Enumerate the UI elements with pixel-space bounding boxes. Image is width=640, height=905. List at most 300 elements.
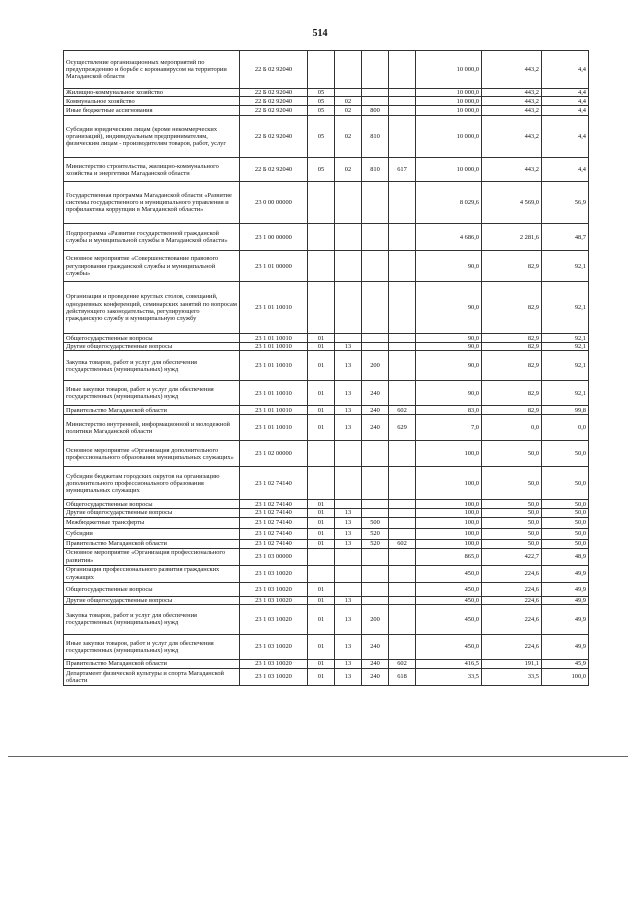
row-name: Правительство Магаданской области: [64, 406, 240, 415]
table-row: [64, 582, 589, 596]
row-expense-type: [362, 441, 389, 467]
row-administrator: [389, 441, 416, 467]
row-administrator: [389, 582, 416, 596]
row-expense-type: [362, 282, 389, 334]
table-row: [64, 106, 589, 116]
row-subsection: 13: [335, 343, 362, 351]
row-target-article: 23 1 02 74140: [240, 509, 308, 517]
row-name: Другие общегосударственные вопросы: [64, 596, 240, 604]
table-row: [64, 158, 589, 182]
row-section: 01: [308, 659, 335, 668]
row-executed: 82,9: [482, 343, 542, 351]
row-executed: 50,0: [482, 500, 542, 509]
row-section: 01: [308, 596, 335, 604]
row-executed: 224,6: [482, 596, 542, 604]
table-row: [64, 224, 589, 251]
row-percent: 49,9: [542, 596, 589, 604]
row-name: Организация и проведение круглых столов, совещаний, однодневных конференций, семинарских занятий по вопросам действующего законодательства, регулирующего гражданскую службу и муниципальную службу: [64, 282, 240, 334]
table-row: [64, 467, 589, 500]
table-row: [64, 251, 589, 282]
row-expense-type: 810: [362, 158, 389, 182]
row-subsection: 13: [335, 668, 362, 685]
row-name: Иные закупки товаров, работ и услуг для обеспечения государственных (муниципальных) нужд: [64, 634, 240, 659]
row-subsection: [335, 89, 362, 97]
row-name: Закупка товаров, работ и услуг для обеспечения государственных (муниципальных) нужд: [64, 351, 240, 381]
row-section: [308, 224, 335, 251]
row-name: Организация профессионального развития гражданских служащих: [64, 565, 240, 582]
row-expense-type: [362, 97, 389, 106]
row-plan: 450,0: [416, 582, 482, 596]
row-target-article: 23 1 03 10020: [240, 596, 308, 604]
row-plan: 100,0: [416, 441, 482, 467]
row-executed: 50,0: [482, 528, 542, 539]
row-expense-type: [362, 548, 389, 565]
row-expense-type: 200: [362, 604, 389, 634]
row-percent: 49,9: [542, 565, 589, 582]
row-administrator: [389, 351, 416, 381]
table-row: [64, 634, 589, 659]
table-row: [64, 89, 589, 97]
row-subsection: [335, 500, 362, 509]
row-executed: 33,5: [482, 668, 542, 685]
row-administrator: [389, 224, 416, 251]
row-name: Жилищно-коммунальное хозяйство: [64, 89, 240, 97]
table-row: [64, 51, 589, 89]
row-subsection: 13: [335, 381, 362, 406]
table-row: [64, 351, 589, 381]
row-percent: 50,0: [542, 441, 589, 467]
row-plan: 90,0: [416, 251, 482, 282]
row-name: Субсидии: [64, 528, 240, 539]
row-percent: 100,0: [542, 668, 589, 685]
row-administrator: [389, 51, 416, 89]
row-subsection: 13: [335, 415, 362, 441]
table-row: [64, 500, 589, 509]
row-subsection: 13: [335, 509, 362, 517]
row-executed: 224,6: [482, 565, 542, 582]
row-percent: 50,0: [542, 467, 589, 500]
row-expense-type: 240: [362, 634, 389, 659]
row-subsection: [335, 548, 362, 565]
row-administrator: [389, 343, 416, 351]
row-administrator: [389, 89, 416, 97]
row-expense-type: [362, 582, 389, 596]
row-administrator: 617: [389, 158, 416, 182]
row-plan: 100,0: [416, 539, 482, 548]
row-executed: 443,2: [482, 158, 542, 182]
row-expense-type: [362, 565, 389, 582]
row-administrator: [389, 106, 416, 116]
row-percent: 50,0: [542, 517, 589, 528]
row-expense-type: [362, 334, 389, 343]
row-name: Департамент физической культуры и спорта Магаданской области: [64, 668, 240, 685]
table-row: [64, 659, 589, 668]
row-plan: 10 000,0: [416, 158, 482, 182]
row-name: Основное мероприятие «Организация дополнительного профессионального образования муниципальных служащих»: [64, 441, 240, 467]
row-plan: 100,0: [416, 467, 482, 500]
row-administrator: [389, 634, 416, 659]
row-plan: 90,0: [416, 351, 482, 381]
table-row: [64, 509, 589, 517]
row-plan: 83,0: [416, 406, 482, 415]
row-name: Другие общегосударственные вопросы: [64, 343, 240, 351]
row-subsection: 13: [335, 528, 362, 539]
table-row: [64, 116, 589, 158]
row-subsection: [335, 182, 362, 224]
row-target-article: 23 1 02 00000: [240, 441, 308, 467]
row-target-article: 23 1 01 00000: [240, 251, 308, 282]
row-plan: 90,0: [416, 334, 482, 343]
row-plan: 450,0: [416, 604, 482, 634]
row-section: 05: [308, 116, 335, 158]
row-target-article: 23 1 03 00000: [240, 548, 308, 565]
row-administrator: [389, 596, 416, 604]
row-administrator: [389, 182, 416, 224]
row-percent: 0,0: [542, 415, 589, 441]
row-administrator: [389, 282, 416, 334]
table-row: [64, 97, 589, 106]
row-expense-type: 800: [362, 106, 389, 116]
row-subsection: 13: [335, 659, 362, 668]
row-target-article: 23 1 01 10010: [240, 406, 308, 415]
row-name: Основное мероприятие «Совершенствование правового регулирования гражданской службы и муниципальной службы»: [64, 251, 240, 282]
row-expense-type: 200: [362, 351, 389, 381]
row-section: [308, 548, 335, 565]
row-subsection: [335, 582, 362, 596]
row-administrator: [389, 251, 416, 282]
row-name: Субсидии юридическим лицам (кроме некоммерческих организаций), индивидуальным предпринимателям, физическим лицам - производителям товаров, работ, услуг: [64, 116, 240, 158]
row-section: 01: [308, 634, 335, 659]
row-section: 01: [308, 334, 335, 343]
row-subsection: [335, 334, 362, 343]
row-subsection: 13: [335, 351, 362, 381]
row-section: 01: [308, 539, 335, 548]
row-expense-type: [362, 596, 389, 604]
row-executed: 82,9: [482, 251, 542, 282]
row-section: 05: [308, 158, 335, 182]
row-section: [308, 565, 335, 582]
row-section: 01: [308, 415, 335, 441]
row-section: 01: [308, 406, 335, 415]
row-target-article: 23 1 02 74140: [240, 467, 308, 500]
row-subsection: 13: [335, 604, 362, 634]
row-expense-type: 240: [362, 381, 389, 406]
row-name: Правительство Магаданской области: [64, 659, 240, 668]
row-plan: 90,0: [416, 282, 482, 334]
row-subsection: 13: [335, 596, 362, 604]
footer-rule: [8, 756, 628, 757]
row-name: Правительство Магаданской области: [64, 539, 240, 548]
row-percent: 92,1: [542, 381, 589, 406]
row-expense-type: [362, 51, 389, 89]
row-executed: 4 569,0: [482, 182, 542, 224]
row-plan: 450,0: [416, 596, 482, 604]
row-section: [308, 282, 335, 334]
row-name: Закупка товаров, работ и услуг для обеспечения государственных (муниципальных) нужд: [64, 604, 240, 634]
row-percent: 92,1: [542, 282, 589, 334]
row-target-article: 23 1 03 10020: [240, 565, 308, 582]
row-subsection: 02: [335, 116, 362, 158]
table-row: [64, 381, 589, 406]
row-section: 01: [308, 668, 335, 685]
row-expense-type: [362, 467, 389, 500]
row-plan: 865,0: [416, 548, 482, 565]
row-percent: 49,9: [542, 634, 589, 659]
row-executed: 82,9: [482, 406, 542, 415]
row-section: 01: [308, 500, 335, 509]
row-subsection: [335, 251, 362, 282]
row-executed: 82,9: [482, 282, 542, 334]
row-target-article: 23 1 01 10010: [240, 351, 308, 381]
row-expense-type: [362, 89, 389, 97]
table-row: [64, 334, 589, 343]
row-target-article: 22 Б 02 92040: [240, 97, 308, 106]
row-percent: 4,4: [542, 51, 589, 89]
row-subsection: [335, 51, 362, 89]
row-subsection: 02: [335, 97, 362, 106]
row-subsection: [335, 282, 362, 334]
row-percent: 48,7: [542, 224, 589, 251]
row-percent: 4,4: [542, 97, 589, 106]
table-row: [64, 517, 589, 528]
row-target-article: 23 1 03 10020: [240, 659, 308, 668]
budget-table: [63, 50, 589, 686]
page-number: 514: [312, 28, 328, 39]
row-plan: 90,0: [416, 343, 482, 351]
row-executed: 443,2: [482, 106, 542, 116]
row-executed: 443,2: [482, 116, 542, 158]
row-name: Основное мероприятие «Организация профессионального развития»: [64, 548, 240, 565]
row-administrator: [389, 97, 416, 106]
row-section: 01: [308, 582, 335, 596]
row-target-article: 23 1 03 10020: [240, 634, 308, 659]
row-target-article: 23 1 00 00000: [240, 224, 308, 251]
table-row: [64, 539, 589, 548]
row-subsection: [335, 441, 362, 467]
row-percent: 49,9: [542, 582, 589, 596]
row-target-article: 23 1 03 10020: [240, 668, 308, 685]
table-row: [64, 528, 589, 539]
row-name: Другие общегосударственные вопросы: [64, 509, 240, 517]
row-section: 01: [308, 528, 335, 539]
row-target-article: 23 1 02 74140: [240, 528, 308, 539]
row-plan: 90,0: [416, 381, 482, 406]
row-percent: 92,1: [542, 343, 589, 351]
row-executed: 443,2: [482, 97, 542, 106]
row-subsection: [335, 224, 362, 251]
row-plan: 100,0: [416, 509, 482, 517]
row-executed: 2 281,6: [482, 224, 542, 251]
row-name: Осуществление организационных мероприятий по предупреждению и борьбе с коронавирусом на территории Магаданской области: [64, 51, 240, 89]
row-executed: 82,9: [482, 381, 542, 406]
row-target-article: 22 Б 02 92040: [240, 51, 308, 89]
row-target-article: 23 1 02 74140: [240, 500, 308, 509]
table-row: [64, 415, 589, 441]
row-administrator: [389, 604, 416, 634]
row-target-article: 23 1 02 74140: [240, 517, 308, 528]
row-administrator: 618: [389, 668, 416, 685]
row-section: [308, 182, 335, 224]
row-percent: 4,4: [542, 116, 589, 158]
row-percent: 92,1: [542, 334, 589, 343]
row-plan: 10 000,0: [416, 97, 482, 106]
row-expense-type: 240: [362, 415, 389, 441]
row-executed: 50,0: [482, 517, 542, 528]
row-administrator: [389, 500, 416, 509]
row-target-article: 23 1 01 10010: [240, 343, 308, 351]
row-subsection: 13: [335, 406, 362, 415]
row-subsection: 02: [335, 158, 362, 182]
row-expense-type: 810: [362, 116, 389, 158]
row-plan: 10 000,0: [416, 51, 482, 89]
row-subsection: 02: [335, 106, 362, 116]
row-section: 01: [308, 517, 335, 528]
row-target-article: 22 Б 02 92040: [240, 158, 308, 182]
row-section: 01: [308, 343, 335, 351]
row-expense-type: 520: [362, 539, 389, 548]
table-body: [64, 51, 589, 686]
row-executed: 50,0: [482, 509, 542, 517]
table-row: [64, 548, 589, 565]
row-plan: 8 029,6: [416, 182, 482, 224]
row-executed: 50,0: [482, 441, 542, 467]
table-row: [64, 596, 589, 604]
row-percent: 4,4: [542, 89, 589, 97]
row-percent: 45,9: [542, 659, 589, 668]
row-plan: 33,5: [416, 668, 482, 685]
row-executed: 422,7: [482, 548, 542, 565]
row-percent: 50,0: [542, 500, 589, 509]
row-section: [308, 467, 335, 500]
row-section: 01: [308, 604, 335, 634]
row-percent: 50,0: [542, 539, 589, 548]
row-name: Субсидии бюджетам городских округов на организацию дополнительного профессионального образования муниципальных служащих: [64, 467, 240, 500]
row-executed: 82,9: [482, 334, 542, 343]
row-subsection: 13: [335, 539, 362, 548]
row-name: Министерство строительства, жилищно-коммунального хозяйства и энергетики Магаданской области: [64, 158, 240, 182]
row-executed: 443,2: [482, 51, 542, 89]
row-administrator: [389, 116, 416, 158]
row-percent: 48,9: [542, 548, 589, 565]
row-plan: 4 686,0: [416, 224, 482, 251]
row-target-article: 23 1 01 10010: [240, 282, 308, 334]
row-name: Общегосударственные вопросы: [64, 582, 240, 596]
row-name: Подпрограмма «Развитие государственной гражданской службы и муниципальной службы в Магаданской области»: [64, 224, 240, 251]
table-row: [64, 406, 589, 415]
row-plan: 100,0: [416, 517, 482, 528]
row-subsection: [335, 565, 362, 582]
row-percent: 92,1: [542, 251, 589, 282]
row-expense-type: 240: [362, 659, 389, 668]
table-row: [64, 668, 589, 685]
row-section: [308, 441, 335, 467]
row-name: Государственная программа Магаданской области «Развитие системы государственного и муниципального управления и профилактика коррупции в Магаданской области»: [64, 182, 240, 224]
row-target-article: 22 Б 02 92040: [240, 116, 308, 158]
row-section: [308, 251, 335, 282]
row-name: Иные бюджетные ассигнования: [64, 106, 240, 116]
row-percent: 50,0: [542, 528, 589, 539]
row-administrator: [389, 517, 416, 528]
row-section: 05: [308, 106, 335, 116]
row-expense-type: [362, 509, 389, 517]
row-administrator: 629: [389, 415, 416, 441]
row-percent: 49,9: [542, 604, 589, 634]
row-plan: 10 000,0: [416, 116, 482, 158]
row-administrator: 602: [389, 406, 416, 415]
row-plan: 416,5: [416, 659, 482, 668]
row-plan: 450,0: [416, 634, 482, 659]
row-administrator: 602: [389, 659, 416, 668]
row-name: Межбюджетные трансферты: [64, 517, 240, 528]
row-expense-type: 240: [362, 406, 389, 415]
row-percent: 4,4: [542, 158, 589, 182]
row-name: Общегосударственные вопросы: [64, 334, 240, 343]
row-administrator: 602: [389, 539, 416, 548]
row-expense-type: [362, 251, 389, 282]
row-percent: 50,0: [542, 509, 589, 517]
row-target-article: 23 1 03 10020: [240, 604, 308, 634]
row-administrator: [389, 334, 416, 343]
row-target-article: 22 Б 02 92040: [240, 106, 308, 116]
row-subsection: 13: [335, 634, 362, 659]
row-name: Иные закупки товаров, работ и услуг для обеспечения государственных (муниципальных) нужд: [64, 381, 240, 406]
row-expense-type: 520: [362, 528, 389, 539]
row-name: Общегосударственные вопросы: [64, 500, 240, 509]
row-executed: 82,9: [482, 351, 542, 381]
row-executed: 50,0: [482, 467, 542, 500]
row-administrator: [389, 467, 416, 500]
row-executed: 443,2: [482, 89, 542, 97]
row-percent: 56,9: [542, 182, 589, 224]
row-executed: 224,6: [482, 634, 542, 659]
row-target-article: 23 1 02 74140: [240, 539, 308, 548]
row-section: 01: [308, 509, 335, 517]
row-executed: 191,1: [482, 659, 542, 668]
row-section: 05: [308, 97, 335, 106]
row-executed: 0,0: [482, 415, 542, 441]
row-plan: 7,0: [416, 415, 482, 441]
row-percent: 92,1: [542, 351, 589, 381]
table-row: [64, 343, 589, 351]
row-plan: 450,0: [416, 565, 482, 582]
row-expense-type: [362, 500, 389, 509]
row-executed: 224,6: [482, 604, 542, 634]
row-expense-type: [362, 224, 389, 251]
row-target-article: 23 1 01 10010: [240, 415, 308, 441]
row-section: 05: [308, 89, 335, 97]
row-expense-type: 500: [362, 517, 389, 528]
row-percent: 4,4: [542, 106, 589, 116]
row-name: Коммунальное хозяйство: [64, 97, 240, 106]
row-target-article: 23 1 01 10010: [240, 381, 308, 406]
row-target-article: 23 0 00 00000: [240, 182, 308, 224]
table-row: [64, 604, 589, 634]
row-target-article: 23 1 03 10020: [240, 582, 308, 596]
row-expense-type: [362, 182, 389, 224]
row-subsection: [335, 467, 362, 500]
row-subsection: 13: [335, 517, 362, 528]
row-expense-type: [362, 343, 389, 351]
row-administrator: [389, 381, 416, 406]
row-administrator: [389, 548, 416, 565]
row-expense-type: 240: [362, 668, 389, 685]
row-executed: 50,0: [482, 539, 542, 548]
row-percent: 99,8: [542, 406, 589, 415]
row-section: 01: [308, 351, 335, 381]
row-target-article: 22 Б 02 92040: [240, 89, 308, 97]
table-row: [64, 182, 589, 224]
row-section: 01: [308, 381, 335, 406]
